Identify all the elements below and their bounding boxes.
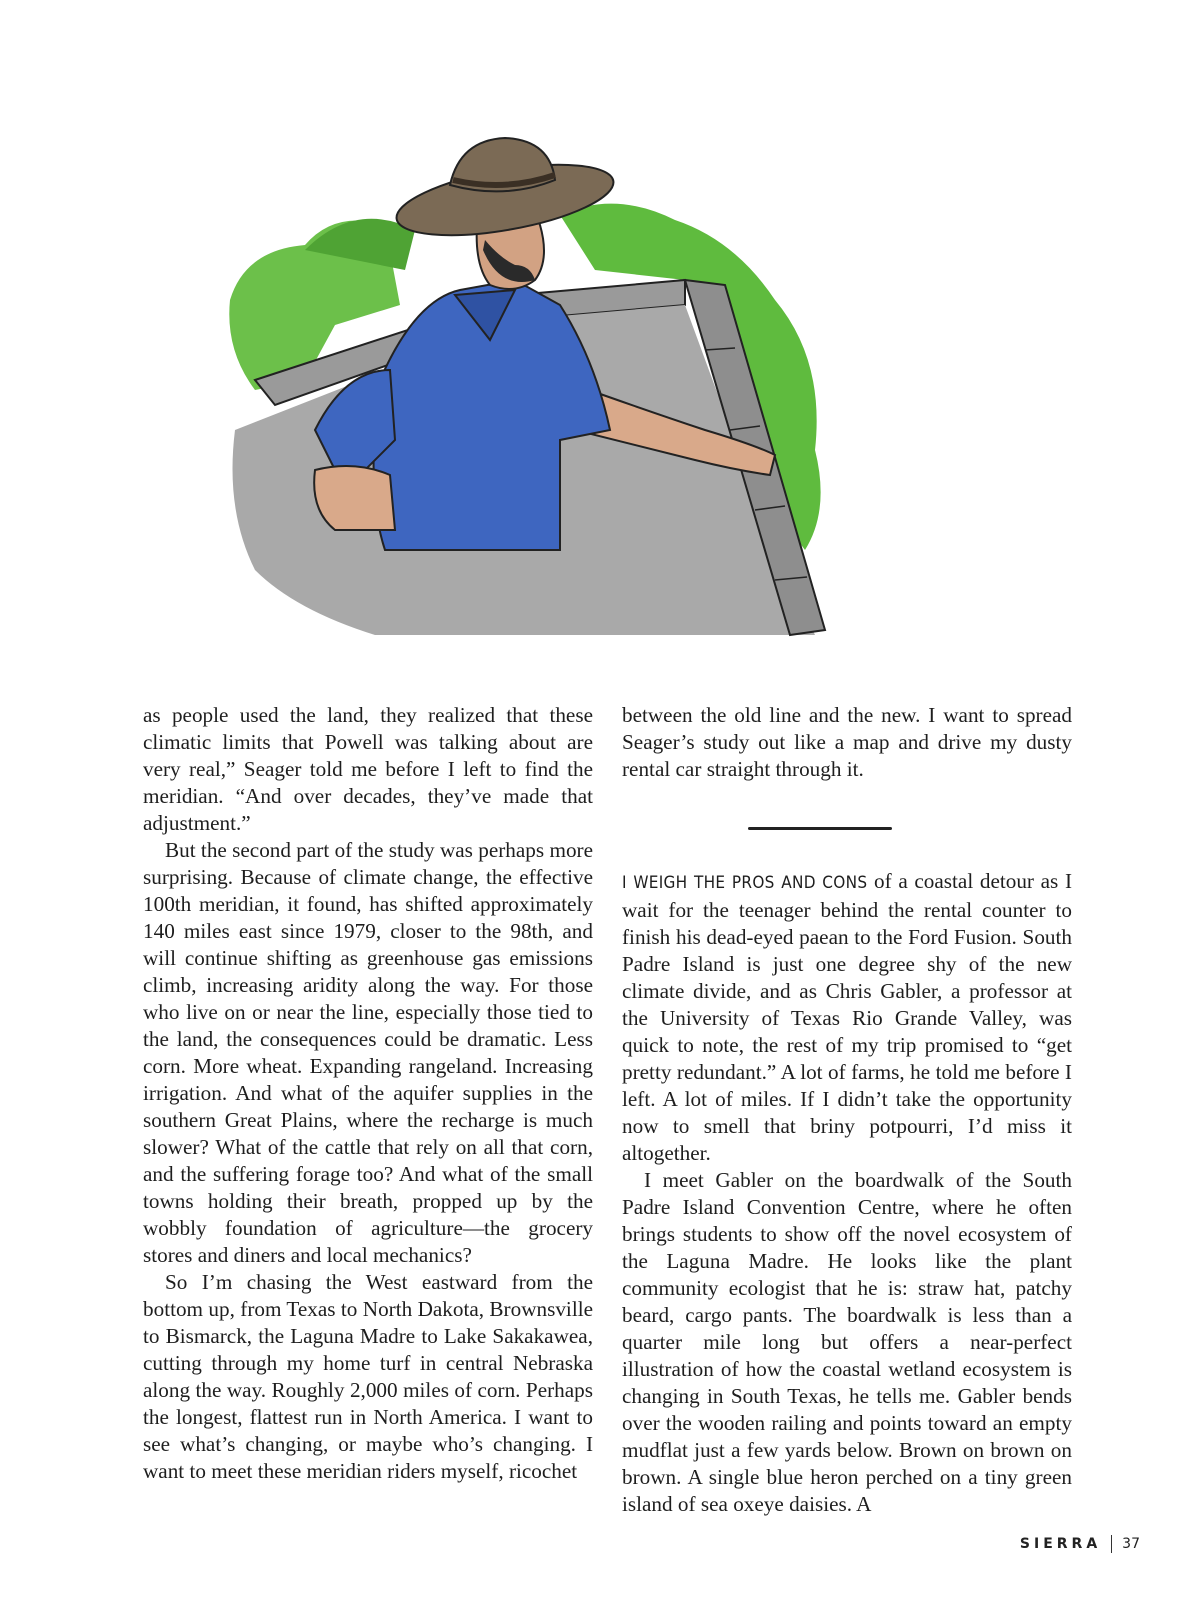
left-arm [314,466,395,530]
paragraph: I meet Gabler on the boardwalk of the South Padre Island Convention Centre, where he often brings students to show off the novel ecosystem of the Laguna Madre. He looks like the plant community ecologist that he is: straw hat, patchy beard, cargo pants. The boardwalk is less than a quarter mile long but offers a near-perfect illustration of how the coastal wetland ecosystem is changing in South Texas, he tells me. Gabler bends over the wooden railing and points toward an empty mudflat just a few yards below. Brown on brown on brown. A single blue heron perched on a tiny green island of sea oxeye daisies. A [622,1168,1072,1516]
paragraph: So I’m chasing the West eastward from the bottom up, from Texas to North Dakota, Brownsville to Bismarck, the Laguna Madre to Lake Sakakawea, cutting through my home turf in central Nebraska along the way. Roughly 2,000 miles of corn. Perhaps the longest, flattest run in North America. I want to see what’s changing, or maybe who’s changing. I want to meet these meridian riders myself, ricochet [143,1270,593,1483]
portrait-illustration [215,130,855,660]
paragraph: as people used the land, they realized that these climatic limits that Powell was talking about are very real,” Seager told me before I left to find the meridian. “And over decades, they’ve made that adjustment.” [143,703,593,835]
right-column-top [622,702,1072,783]
right-column-bottom [622,868,1072,1518]
section-lead-in: I WEIGH THE PROS AND CONS [622,873,868,893]
paragraph: between the old line and the new. I want to spread Seager’s study out like a map and drive my dusty rental car straight through it. [622,703,1072,781]
section-divider [748,827,892,830]
page-number: 37 [1122,1536,1140,1552]
page-footer [1020,1535,1140,1553]
magazine-name: SIERRA [1019,1536,1102,1552]
paragraph [622,868,1072,1167]
footer-separator [1111,1535,1112,1553]
left-column [143,702,593,1485]
paragraph: But the second part of the study was perhaps more surprising. Because of climate change, the effective 100th meridian, it found, has shifted approximately 140 miles east since 1979, closer to the 98th, and will continue shifting as greenhouse gas emissions climb, increasing aridity along the way. For those who live on or near the line, especially those tied to the land, the consequences could be dramatic. Less corn. More wheat. Expanding rangeland. Increasing irrigation. And what of the aquifer supplies in the southern Great Plains, where the recharge is much slower? What of the cattle that rely on all that corn, and the suffering forage too? And what of the small towns holding their breath, propped up by the wobbly foundation of agriculture—the grocery stores and diners and local mechanics? [143,838,593,1267]
paragraph-text: of a coastal detour as I wait for the teenager behind the rental counter to finish his dead-eyed paean to the Ford Fusion. South Padre Island is just one degree shy of the new climate divide, and as Chris Gabler, a professor at the University of Texas Rio Grande Valley, was quick to note, the rest of my trip promised to “get pretty redundant.” A lot of farms, he told me before I left. A lot of miles. If I didn’t take the opportunity now to smell that briny potpourri, I’d miss it altogether. [622,869,1072,1165]
